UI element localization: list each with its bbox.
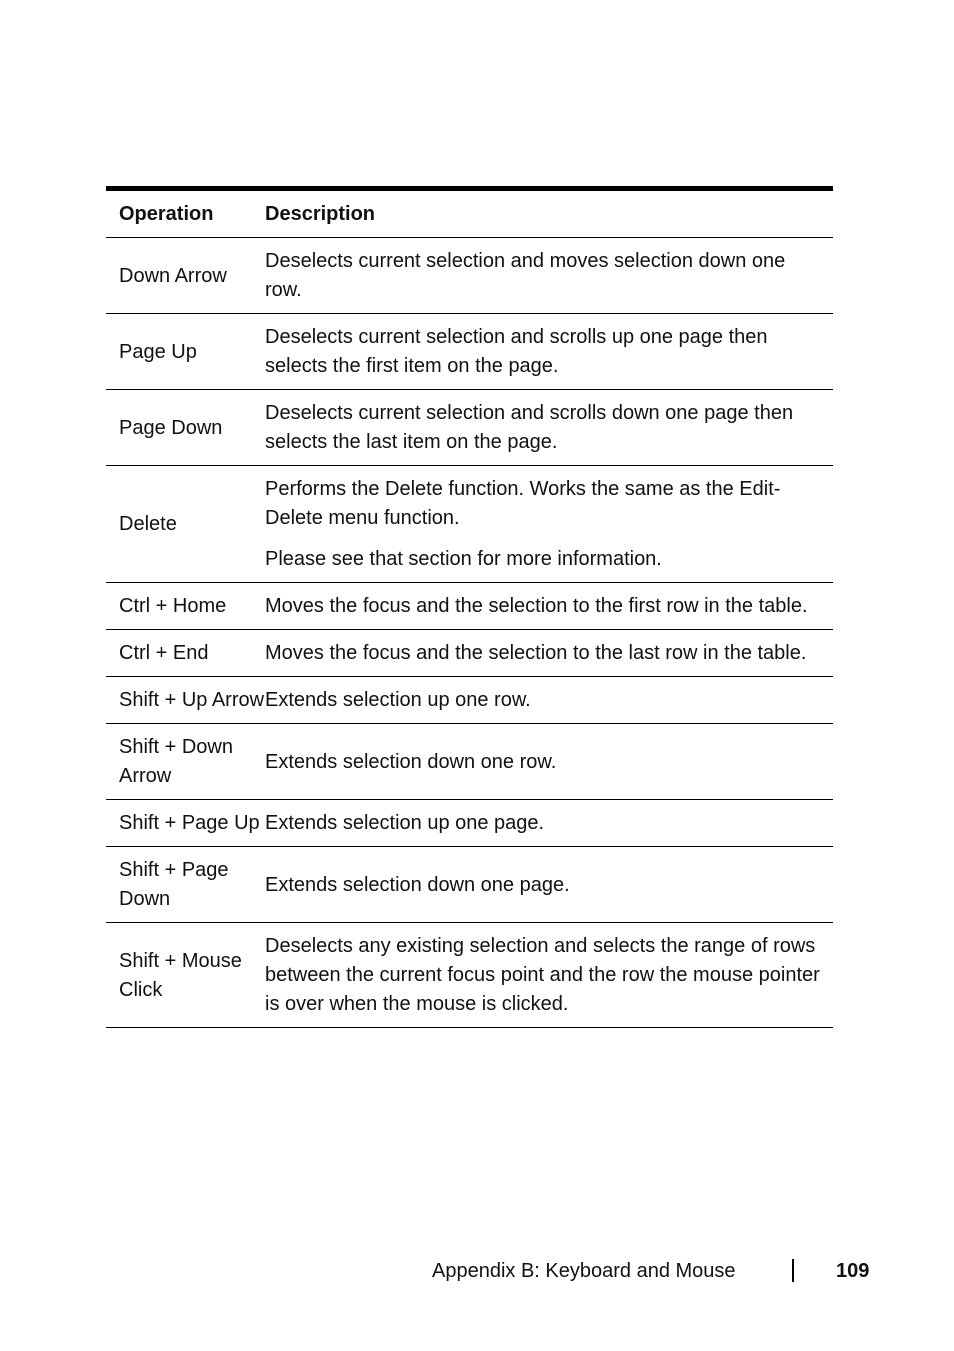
description-paragraph: Please see that section for more information.: [265, 548, 662, 570]
description-paragraph: Deselects current selection and moves selection down one row.: [265, 250, 786, 301]
table-row: [106, 466, 833, 583]
table-row: [106, 238, 833, 314]
table-row: [106, 630, 833, 677]
table-body: [106, 238, 833, 1028]
description-paragraph: Deselects any existing selection and selects the range of rows between the current focus point and the row the mouse pointer is over when the mouse is clicked.: [265, 935, 820, 1015]
table-header-row: [106, 189, 833, 238]
operation-column-header: Operation: [106, 189, 265, 238]
operation-cell: Page Up: [106, 314, 265, 390]
page-footer: [0, 1256, 954, 1286]
table-row: [106, 583, 833, 630]
description-paragraph: Extends selection up one page.: [265, 812, 545, 834]
description-cell: [265, 847, 833, 923]
operation-cell: Shift + Mouse Click: [106, 923, 265, 1028]
description-cell: [265, 677, 833, 724]
description-column-header: Description: [265, 189, 833, 238]
description-cell: [265, 466, 833, 583]
operation-cell: Shift + Down Arrow: [106, 724, 265, 800]
description-cell: [265, 238, 833, 314]
description-cell: [265, 724, 833, 800]
description-cell: [265, 800, 833, 847]
description-paragraph: Extends selection down one page.: [265, 873, 570, 896]
keyboard-operations-table: [106, 186, 833, 1028]
operation-cell: Delete: [106, 466, 265, 583]
table-row: [106, 314, 833, 390]
table-row: [106, 923, 833, 1028]
operation-cell: Shift + Up Arrow: [106, 677, 265, 724]
table-row: [106, 724, 833, 800]
operation-cell: Shift + Page Up: [106, 800, 265, 847]
description-cell: [265, 923, 833, 1028]
operation-cell: Ctrl + End: [106, 630, 265, 677]
description-cell: [265, 630, 833, 677]
page-number: 109: [836, 1260, 870, 1282]
table-row: [106, 800, 833, 847]
description-paragraph: Extends selection down one row.: [265, 750, 557, 773]
keyboard-operations-table-wrap: [106, 186, 833, 1028]
operation-cell: Ctrl + Home: [106, 583, 265, 630]
footer-section-title: Appendix B: Keyboard and Mouse: [432, 1260, 736, 1282]
table-row: [106, 390, 833, 466]
description-cell: [265, 314, 833, 390]
table-row: [106, 847, 833, 923]
description-cell: [265, 390, 833, 466]
table-row: [106, 677, 833, 724]
operation-cell: Shift + Page Down: [106, 847, 265, 923]
description-paragraph: Moves the focus and the selection to the first row in the table.: [265, 595, 808, 617]
operation-cell: Down Arrow: [106, 238, 265, 314]
description-paragraph: Deselects current selection and scrolls up one page then selects the first item on the page.: [265, 326, 768, 377]
description-paragraph: Extends selection up one row.: [265, 689, 531, 711]
description-cell: [265, 583, 833, 630]
description-paragraph: Performs the Delete function. Works the same as the Edit-Delete menu function.: [265, 478, 781, 529]
operation-cell: Page Down: [106, 390, 265, 466]
description-paragraph: Moves the focus and the selection to the last row in the table.: [265, 642, 807, 664]
footer-divider: [792, 1259, 794, 1282]
description-paragraph: Deselects current selection and scrolls down one page then selects the last item on the page.: [265, 402, 794, 453]
